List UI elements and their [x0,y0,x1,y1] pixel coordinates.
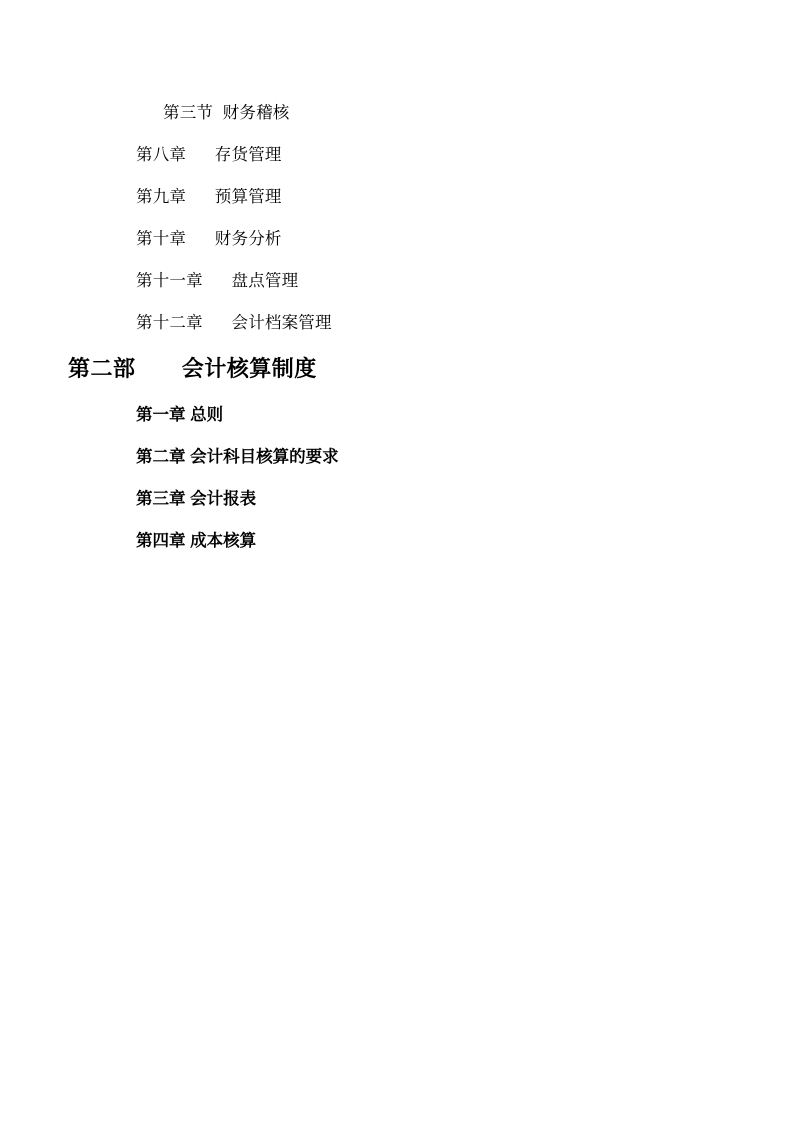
toc-entry-chapter-1-general: 第一章 总则 [136,406,224,424]
toc-entry-chapter-9-budget: 第九章 预算管理 [136,188,282,206]
toc-entry-chapter-2-account-requirements: 第二章 会计科目核算的要求 [136,448,339,466]
toc-entry-section-3-finance-audit: 第三节 财务稽核 [163,104,290,122]
toc-entry-chapter-10-financial-analysis: 第十章 财务分析 [136,230,282,248]
toc-entry-chapter-3-financial-statements: 第三章 会计报表 [136,490,257,508]
toc-entry-part-2-accounting-system: 第二部 会计核算制度 [68,356,317,381]
toc-entry-chapter-12-accounting-archives: 第十二章 会计档案管理 [136,314,332,332]
toc-entry-chapter-11-stocktaking: 第十一章 盘点管理 [136,272,299,290]
table-of-contents [0,92,793,562]
toc-entry-chapter-8-inventory: 第八章 存货管理 [136,146,282,164]
toc-entry-chapter-4-cost-accounting: 第四章 成本核算 [136,532,257,550]
